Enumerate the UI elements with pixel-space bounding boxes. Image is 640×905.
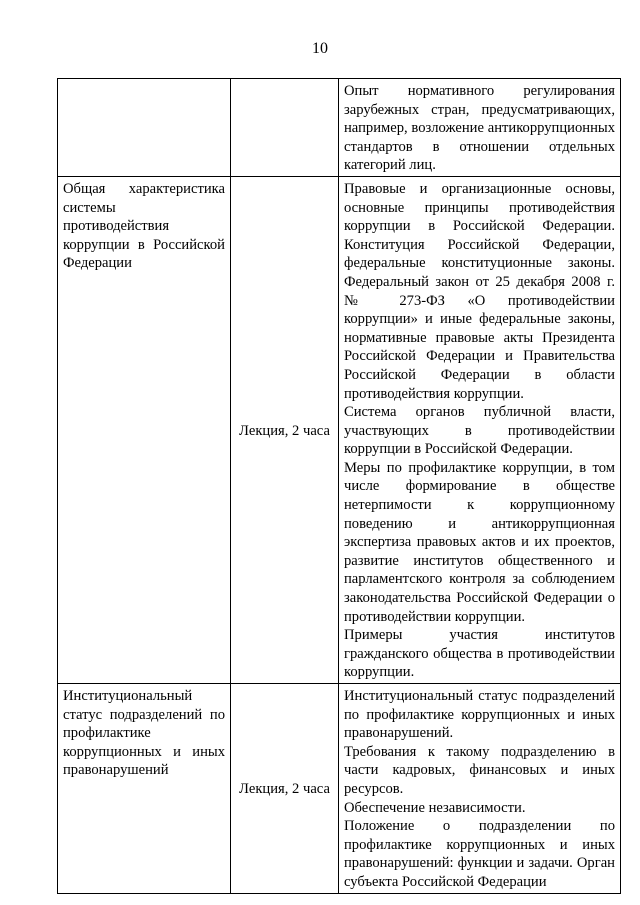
page-number: 10 [312, 40, 328, 57]
topic-cell: Общая характеристика системы противодействия коррупции в Российской Федерации [58, 176, 231, 683]
format-cell [231, 79, 339, 177]
table-row [58, 176, 621, 683]
content-paragraph: Меры по профилактике коррупции, в том числе формирование в обществе нетерпимости к коррупционному поведению и антикоррупционная экспертиза правовых актов и их проектов, развитие институтов общественного и парламентского контроля за соблюдением законодательства Российской Федерации о противодействии коррупции. [344, 459, 615, 625]
table-row [58, 79, 621, 177]
content-paragraph: Обеспечение независимости. [344, 799, 526, 816]
topic-cell: Институциональный статус подразделений по профилактике коррупционных и иных правонарушений [58, 684, 231, 894]
format-cell: Лекция, 2 часа [231, 684, 339, 894]
content-paragraph: Положение о подразделении по профилактике коррупционных и иных правонарушений: функции и задачи. Орган субъекта Российской Федерации [344, 818, 615, 890]
content-paragraph: Опыт нормативного регулирования зарубежных стран, предусматривающих, например, возложение антикоррупционных стандартов в отношении отдельных категорий лиц. [344, 83, 615, 174]
content-paragraph: Примеры участия институтов гражданского общества в противодействии коррупции. [344, 627, 615, 681]
content-cell [339, 176, 621, 683]
topic-cell [58, 79, 231, 177]
curriculum-table [57, 78, 621, 894]
content-cell [339, 79, 621, 177]
table-row [58, 684, 621, 894]
content-paragraph: Система органов публичной власти, участвующих в противодействии коррупции в Российской Федерации. [344, 404, 615, 458]
content-paragraph: Правовые и организационные основы, основные принципы противодействия коррупции в Российской Федерации. Конституция Российской Федерации, федеральные конституционные законы. Федеральный закон от 25 декабря 2008 г. № 273-ФЗ «О противодействии коррупции» и иные федеральные законы, нормативные правовые акты Президента Российской Федерации и Правительства Российской Федерации в области противодействия коррупции. [344, 180, 615, 402]
content-paragraph: Институциональный статус подразделений по профилактике коррупционных и иных правонарушений. [344, 688, 615, 742]
content-paragraph: Требования к такому подразделению в части кадровых, финансовых и иных ресурсов. [344, 743, 615, 797]
content-cell [339, 684, 621, 894]
format-cell: Лекция, 2 часа [231, 176, 339, 683]
